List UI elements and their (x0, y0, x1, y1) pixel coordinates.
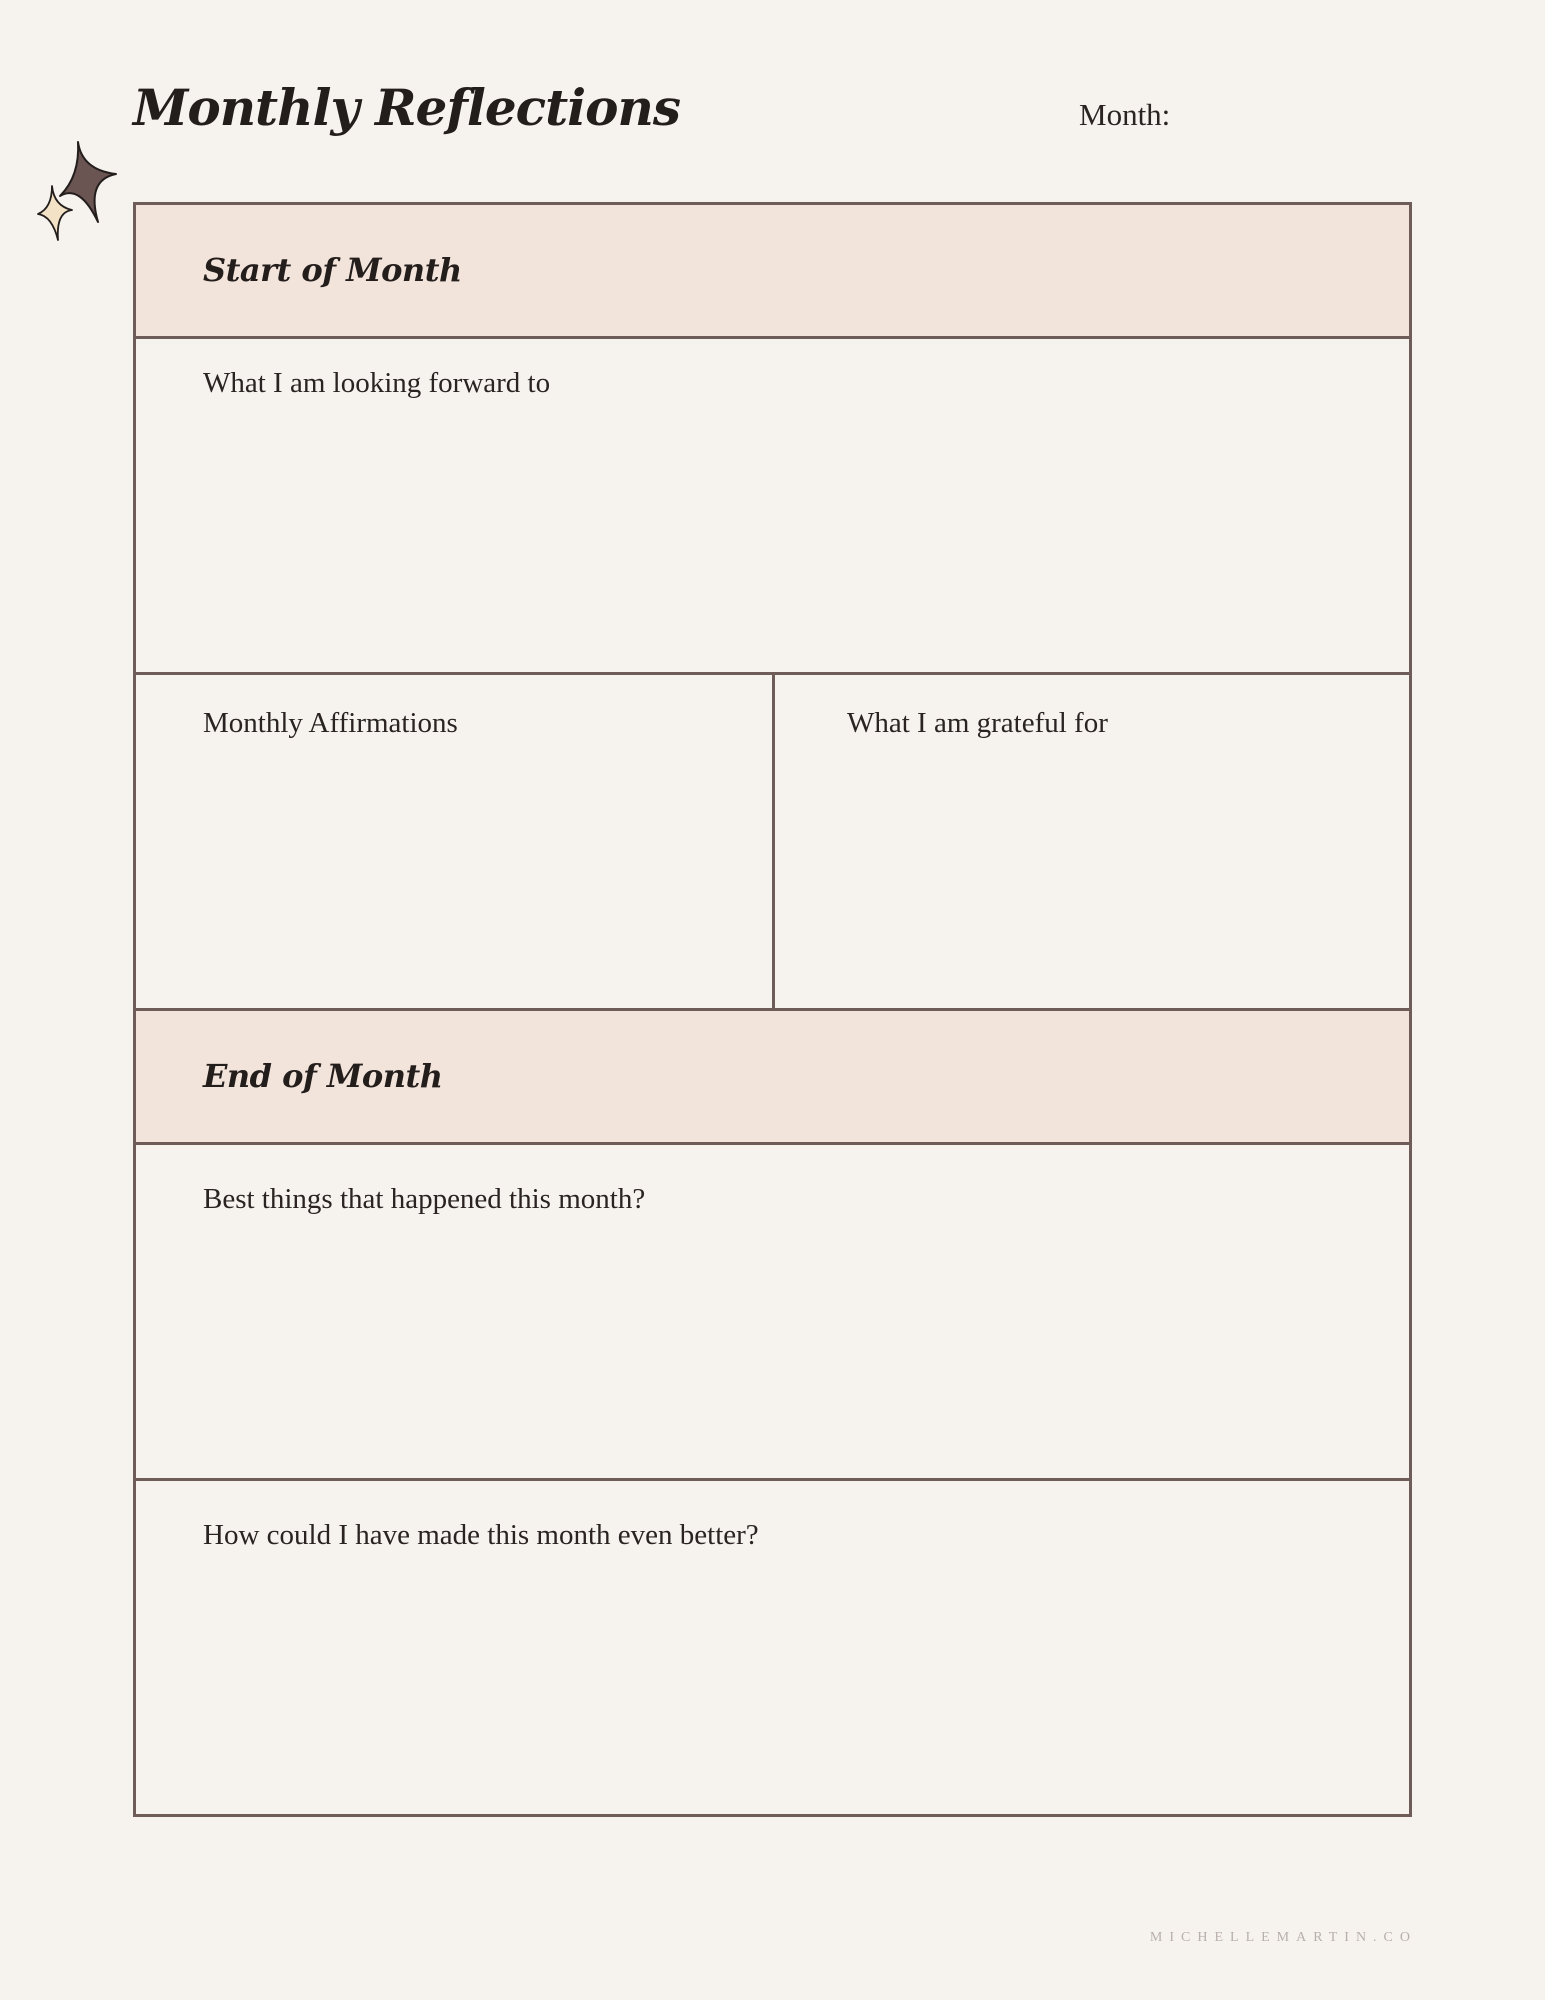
reflection-grid (133, 202, 1412, 1817)
page-title: Monthly Reflections (133, 78, 681, 137)
end-of-month-heading: End of Month (203, 1057, 443, 1095)
divider (136, 1478, 1409, 1481)
sparkles-icon (36, 138, 122, 248)
improve-prompt: How could I have made this month even better? (203, 1519, 759, 1551)
start-of-month-heading: Start of Month (203, 251, 462, 289)
divider (136, 336, 1409, 339)
best-things-prompt: Best things that happened this month? (203, 1183, 646, 1215)
month-label: Month: (1079, 97, 1171, 132)
end-of-month-header (136, 1011, 1409, 1142)
looking-forward-prompt: What I am looking forward to (203, 367, 551, 399)
column-divider (772, 672, 775, 1008)
affirmations-prompt: Monthly Affirmations (203, 707, 458, 739)
start-of-month-header (136, 205, 1409, 336)
divider (136, 1142, 1409, 1145)
footer-credit: MICHELLEMARTIN.CO (1149, 1930, 1417, 1945)
grateful-prompt: What I am grateful for (847, 707, 1108, 739)
